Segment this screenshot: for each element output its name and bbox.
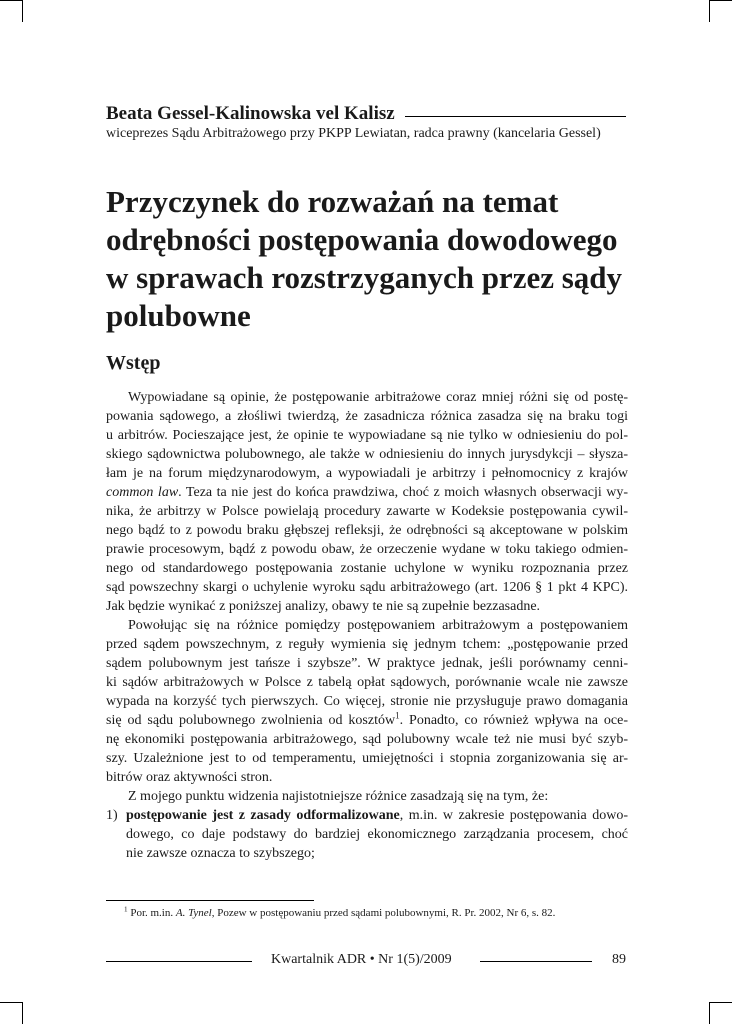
section-heading: Wstęp <box>106 352 161 374</box>
crop-mark-top-right <box>710 0 732 1</box>
text-line: nie zawsze oznacza to szybszego; <box>126 846 315 861</box>
title-line: polubowne <box>106 298 251 333</box>
article-body <box>106 388 628 863</box>
crop-mark-bottom-right <box>709 1002 710 1024</box>
text-line: skiego sądownictwa polubownego, ale także w odniesieniu do innych jurysdykcji – słysza- <box>106 447 628 462</box>
title-line: Przyczynek do rozważań na temat <box>106 184 559 219</box>
footer-rule-right <box>480 961 592 962</box>
text-line: Jak będzie wynikać z poniższej analizy, obawy te nie są zupełnie bezzasadne. <box>106 599 541 614</box>
text-fragment: Por. m.in. <box>127 907 176 919</box>
article-title <box>106 183 666 335</box>
text-line: prawie procesowym, bądź z powodu obaw, że orzeczenie wydane w toku takiego odmien- <box>106 542 628 557</box>
text-line: bitrów oraz aktywności stron. <box>106 770 273 785</box>
crop-mark-bottom-left <box>22 1002 23 1024</box>
italic-author: A. Tynel <box>175 907 212 919</box>
journal-name: Kwartalnik ADR • Nr 1(5)/2009 <box>271 952 452 967</box>
bold-phrase: postępowanie jest z zasady odformalizowane <box>126 808 400 823</box>
text-line <box>106 711 628 730</box>
text-line: Powołując się na różnice pomiędzy postępowaniem arbitrażowym a postępowaniem <box>128 618 628 633</box>
text-line <box>106 483 628 502</box>
author-affiliation: wiceprezes Sądu Arbitrażowego przy PKPP Lewiatan, radca prawny (kancelaria Gessel) <box>106 126 601 141</box>
list-number: 1) <box>106 808 118 823</box>
paragraph-2 <box>106 616 628 787</box>
crop-mark-bottom-right <box>710 1002 732 1003</box>
crop-mark-top-left <box>22 0 23 22</box>
paragraph-3 <box>106 787 628 806</box>
paragraph-1 <box>106 388 628 616</box>
footnote <box>124 907 555 919</box>
text-line: nika, że arbitrzy w Polsce powielają procedury zawarte w Kodeksie postępowania cywil- <box>106 504 628 519</box>
text-line: u arbitrów. Pocieszające jest, że opinie te wypowiadane są nie tylko w odniesieniu do pol- <box>106 428 628 443</box>
footnote-reference[interactable]: 1 <box>395 710 400 721</box>
text-line: Wypowiadane są opinie, że postępowanie arbitrażowe coraz mniej różni się od postę- <box>128 390 628 405</box>
author-rule <box>405 116 626 117</box>
text-line: sądem polubownym jest tańsze i szybsze”. W praktyce jednak, jeśli porównamy cenni- <box>106 656 628 671</box>
text-line: sąd powszechny skargi o uchylenie wyroku sądu arbitrażowego (art. 1206 § 1 pkt 4 KPC). <box>106 580 628 595</box>
title-line: w sprawach rozstrzyganych przez sądy <box>106 260 623 295</box>
italic-term: common law <box>106 485 179 500</box>
text-line: łam je na forum międzynarodowym, a wypowiadali je arbitrzy i pełnomocnicy z krajów <box>106 466 628 481</box>
page-number: 89 <box>612 952 626 967</box>
text-fragment: , m.in. w zakresie postępowania dowo- <box>399 808 628 823</box>
text-line: przed sądem powszechnym, z reguły wymienia się jednym tchem: „postępowanie przed <box>106 637 628 652</box>
title-line: odrębności postępowania dowodowego <box>106 222 618 257</box>
crop-mark-bottom-left <box>0 1002 22 1003</box>
text-line: ki sądów arbitrażowych w Polsce z tabelą opłat sądowych, porównanie wcale nie zawsze <box>106 675 628 690</box>
crop-mark-top-right <box>709 0 710 22</box>
text-line: dowego, co daje podstawy do bardziej ekonomicznego zarządzania procesem, choć <box>126 827 628 842</box>
text-line: Z mojego punktu widzenia najistotniejsze różnice zasadzają się na tym, że: <box>128 789 549 804</box>
text-line: nego bądź to z powodu braku głębszej refleksji, że odrębności są akceptowane w polskim <box>106 523 628 538</box>
text-line: nę ekonomiki postępowania arbitrażowego, sąd polubowny wcale też nie musi być szyb- <box>106 732 628 747</box>
footer-rule-left <box>106 961 252 962</box>
author-name: Beata Gessel-Kalinowska vel Kalisz <box>106 103 395 124</box>
text-line: wypada na korzyść tych pierwszych. Co więcej, stronie nie przysługuje prawo domagania <box>106 694 628 709</box>
footnote-separator <box>106 900 314 901</box>
text-line: powania sądowego, a złośliwi twierdzą, że zasadnicza różnica zasadza się na braku togi <box>106 409 628 424</box>
text-line: nego od standardowego postępowania zostanie uchylone w wyniku rozpoznania przez <box>106 561 628 576</box>
page-footer <box>106 952 626 970</box>
text-fragment: się od sądu polubownego zwolnienia od kosztów <box>106 713 396 728</box>
text-fragment: . Teza ta nie jest do końca prawdziwa, choć z moich własnych obserwacji wy- <box>178 485 628 500</box>
author-row <box>106 103 626 125</box>
text-fragment: , Pozew w postępowaniu przed sądami polubownymi, R. Pr. 2002, Nr 6, s. 82. <box>211 907 556 919</box>
text-fragment: . Ponadto, co również wpływa na oce- <box>399 713 629 728</box>
crop-mark-top-left <box>0 0 22 1</box>
text-line: szy. Uzależnione jest to od temperamentu, umiejętności i stopnia zorganizowania się ar- <box>106 751 628 766</box>
text-line <box>106 806 628 825</box>
list-item <box>106 806 628 863</box>
footnote-mark: 1 <box>124 905 128 914</box>
